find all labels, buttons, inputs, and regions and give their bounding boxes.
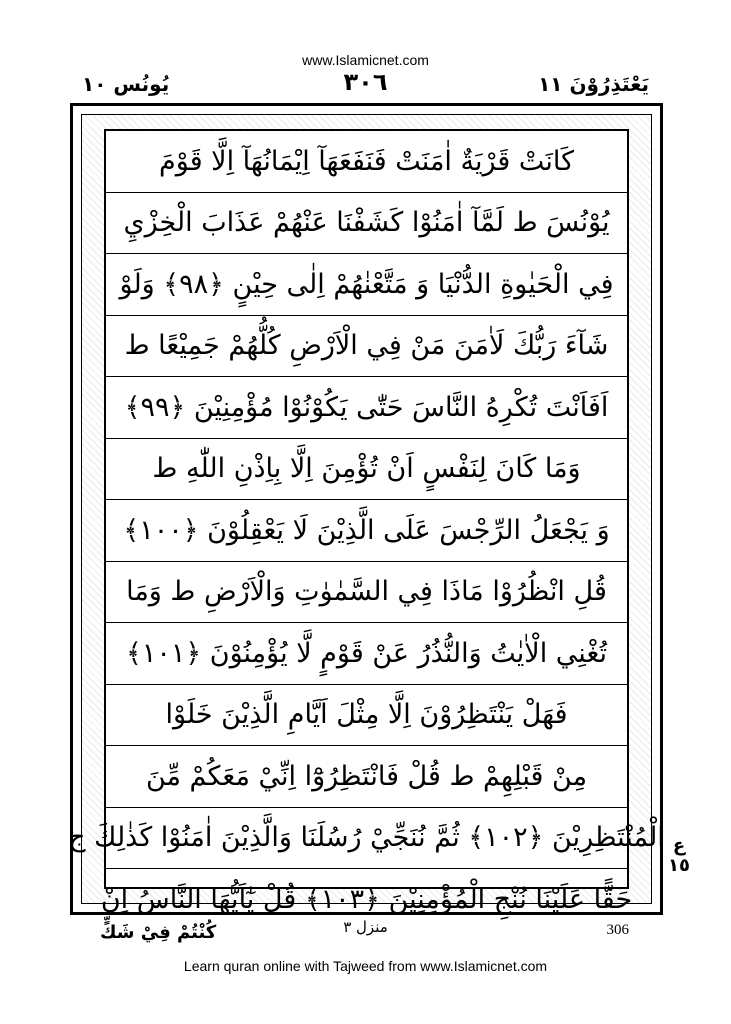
page-frame: [70, 103, 663, 915]
ornamental-border: [68, 114, 665, 916]
manzil-label: منزل ٣: [343, 918, 388, 936]
surah-header: يُونُس ١٠: [82, 72, 170, 96]
verse-line: اَفَاَنْتَ تُكْرِهُ النَّاسَ حَتّٰى يَكُوْنُوْا مُؤْمِنِيْنَ ﴿٩٩﴾: [106, 377, 627, 439]
verse-line: تُغْنِي الْاٰيٰتُ وَالنُّذُرُ عَنْ قَوْمٍ لَّا يُؤْمِنُوْنَ ﴿١٠١﴾: [106, 623, 627, 685]
verse-line: وَ يَجْعَلُ الرِّجْسَ عَلَى الَّذِيْنَ لَا يَعْقِلُوْنَ ﴿١٠٠﴾: [106, 500, 627, 562]
verse-line: قُلِ انْظُرُوْا مَاذَا فِي السَّمٰوٰتِ وَالْاَرْضِ ط وَمَا: [106, 562, 627, 624]
verse-line: كَانَتْ قَرْيَةٌ اٰمَنَتْ فَنَفَعَهَآ اِيْمَانُهَآ اِلَّا قَوْمَ: [106, 131, 627, 193]
verse-line: يُوْنُسَ ط لَمَّآ اٰمَنُوْا كَشَفْنَا عَنْهُمْ عَذَابَ الْخِزْيِ: [106, 193, 627, 255]
verse-line: فَهَلْ يَنْتَظِرُوْنَ اِلَّا مِثْلَ اَيَّامِ الَّذِيْنَ خَلَوْا: [106, 685, 627, 747]
ruku-mark: ع ١٥: [668, 835, 690, 876]
juz-name: كُنْتُمْ فِيْ شَكٍّ: [100, 922, 217, 943]
verse-line: حَقًّا عَلَيْنَا نُنْجِ الْمُؤْمِنِيْنَ ﴿١٠٣﴾ قُلْ يٰٓاَيُّهَا النَّاسُ اِنْ: [100, 884, 633, 916]
verse-line: وَمَا كَانَ لِنَفْسٍ اَنْ تُؤْمِنَ اِلَّا بِاِذْنِ اللّٰهِ ط: [106, 439, 627, 501]
verse-line: شَآءَ رَبُّكَ لَاٰمَنَ مَنْ فِي الْاَرْضِ كُلُّهُمْ جَمِيْعًا ط: [106, 316, 627, 378]
juz-header: يَعْتَذِرُوْنَ ١١: [538, 72, 649, 96]
site-url: www.Islamicnet.com: [302, 52, 429, 68]
verse-line: مِنْ قَبْلِهِمْ ط قُلْ فَانْتَظِرُوْٓا اِنِّيْ مَعَكُمْ مِّنَ: [106, 746, 627, 808]
footer-text: Learn quran online with Tajweed from www.Islamicnet.com: [183, 958, 548, 974]
verse-line: فِي الْحَيٰوةِ الدُّنْيَا وَ مَتَّعْنٰهُمْ اِلٰى حِيْنٍ ﴿٩٨﴾ وَلَوْ: [106, 254, 627, 316]
page-number: 306: [606, 922, 629, 938]
verse-line: الْمُنْتَظِرِيْنَ ﴿١٠٢﴾ ثُمَّ نُنَجِّيْ رُسُلَنَا وَالَّذِيْنَ اٰمَنُوْا كَذٰلِكَ ج: [106, 808, 627, 870]
page-number-arabic: ٣٠٦: [343, 68, 388, 96]
quran-text-panel: [68, 129, 665, 916]
